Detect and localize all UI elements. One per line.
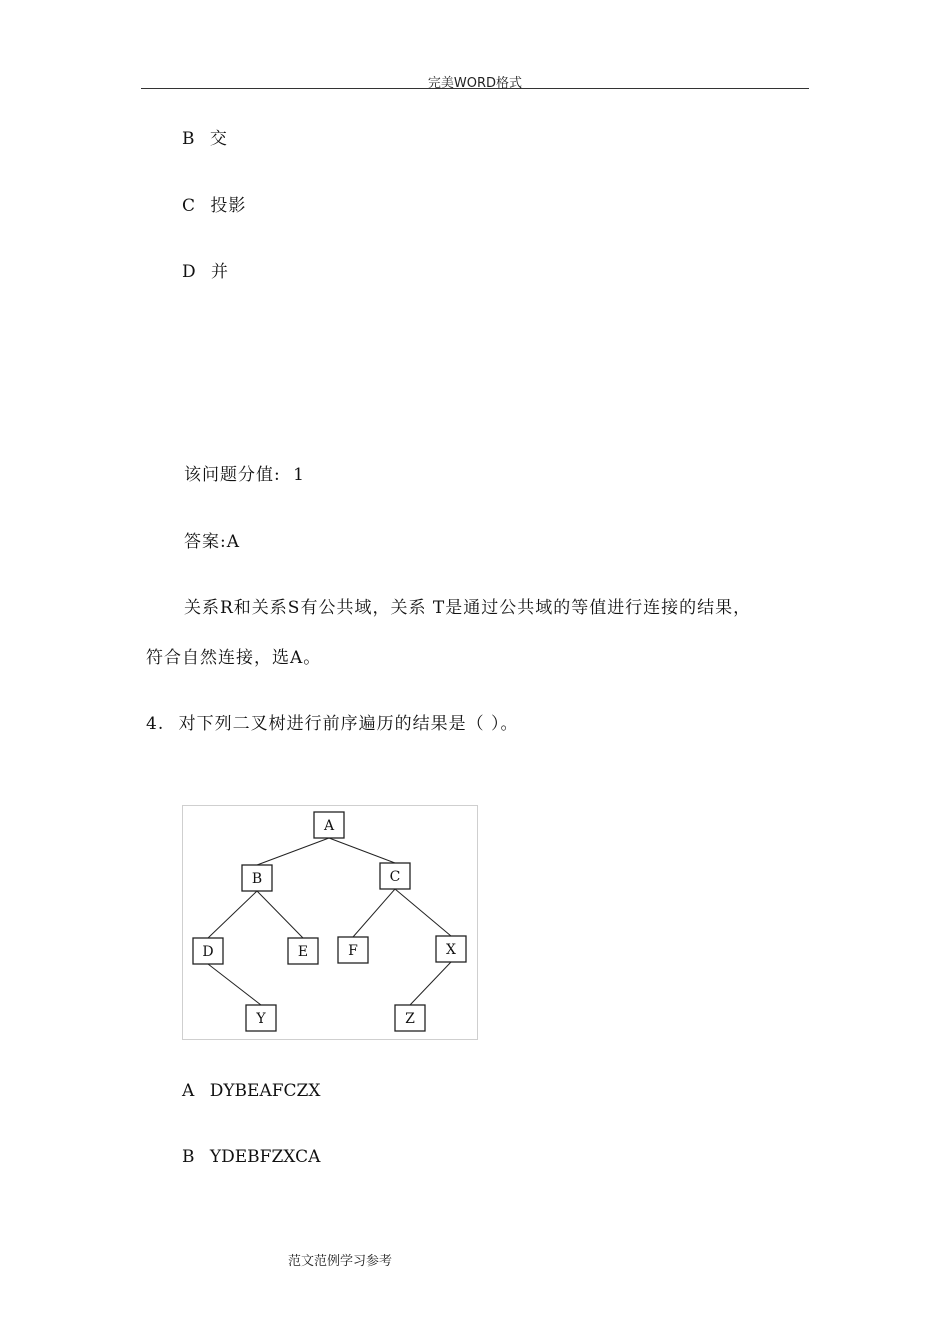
score-value: 1 [293,465,305,485]
option-b-prev [182,128,228,150]
tree-edge-C-F [353,889,395,937]
option-letter: B [182,1147,196,1167]
tree-edge-X-Z [410,962,451,1005]
tree-node-label: A [323,818,335,834]
option-letter: A [182,1081,196,1101]
question-4 [146,713,519,735]
option-text: YDEBFZXCA [209,1147,321,1167]
question-number: 4. [146,714,165,734]
tree-node-label: Z [405,1011,415,1027]
tree-node-Z [395,1005,425,1031]
tree-node-E [288,938,318,964]
tree-node-label: D [202,944,214,960]
tree-edge-C-X [395,889,451,936]
score-label: 该问题分值: [184,465,281,485]
tree-node-label: C [389,869,401,885]
explanation-line-2: 符合自然连接，选A。 [146,648,322,668]
option-text: 交 [209,129,228,149]
answer-value: A [226,532,241,552]
option-c-prev [182,195,246,217]
page-footer: 范文范例学习参考 [288,1254,393,1269]
option-text: DYBEAFCZX [209,1081,321,1101]
page-header-title: 完美WORD格式 [427,76,523,91]
option-a-q4 [182,1080,320,1102]
tree-node-A [314,812,344,838]
tree-node-label: Y [256,1011,266,1027]
tree-edge-A-B [257,838,329,865]
option-b-q4 [182,1146,320,1168]
explanation-line-1: 关系R和关系S有公共域，关系 T是通过公共域的等值进行连接的结果， [184,598,752,618]
tree-node-Y [246,1005,276,1031]
tree-node-label: E [297,944,309,960]
tree-edge-D-Y [208,964,261,1005]
tree-node-C [380,863,410,889]
tree-node-F [338,937,368,963]
tree-node-label: X [446,942,456,958]
question-text: 对下列二叉树进行前序遍历的结果是（ ）。 [178,714,519,734]
tree-node-label: B [251,871,263,887]
score-line [184,464,305,486]
option-letter: C [182,196,197,216]
answer-label: 答案: [184,532,227,552]
option-text: 投影 [210,196,247,216]
tree-edge-B-E [257,891,303,938]
tree-node-D [193,938,223,964]
option-text: 并 [211,262,230,282]
tree-edge-B-D [208,891,257,938]
tree-node-B [242,865,272,891]
option-letter: D [182,262,197,282]
binary-tree-diagram [183,806,477,1039]
option-d-prev [182,261,229,283]
answer-line [184,531,240,553]
option-letter: B [182,129,196,149]
header-divider [141,88,809,89]
tree-edge-A-C [329,838,395,863]
binary-tree-figure [182,805,478,1040]
tree-node-X [436,936,466,962]
tree-node-label: F [348,943,358,959]
